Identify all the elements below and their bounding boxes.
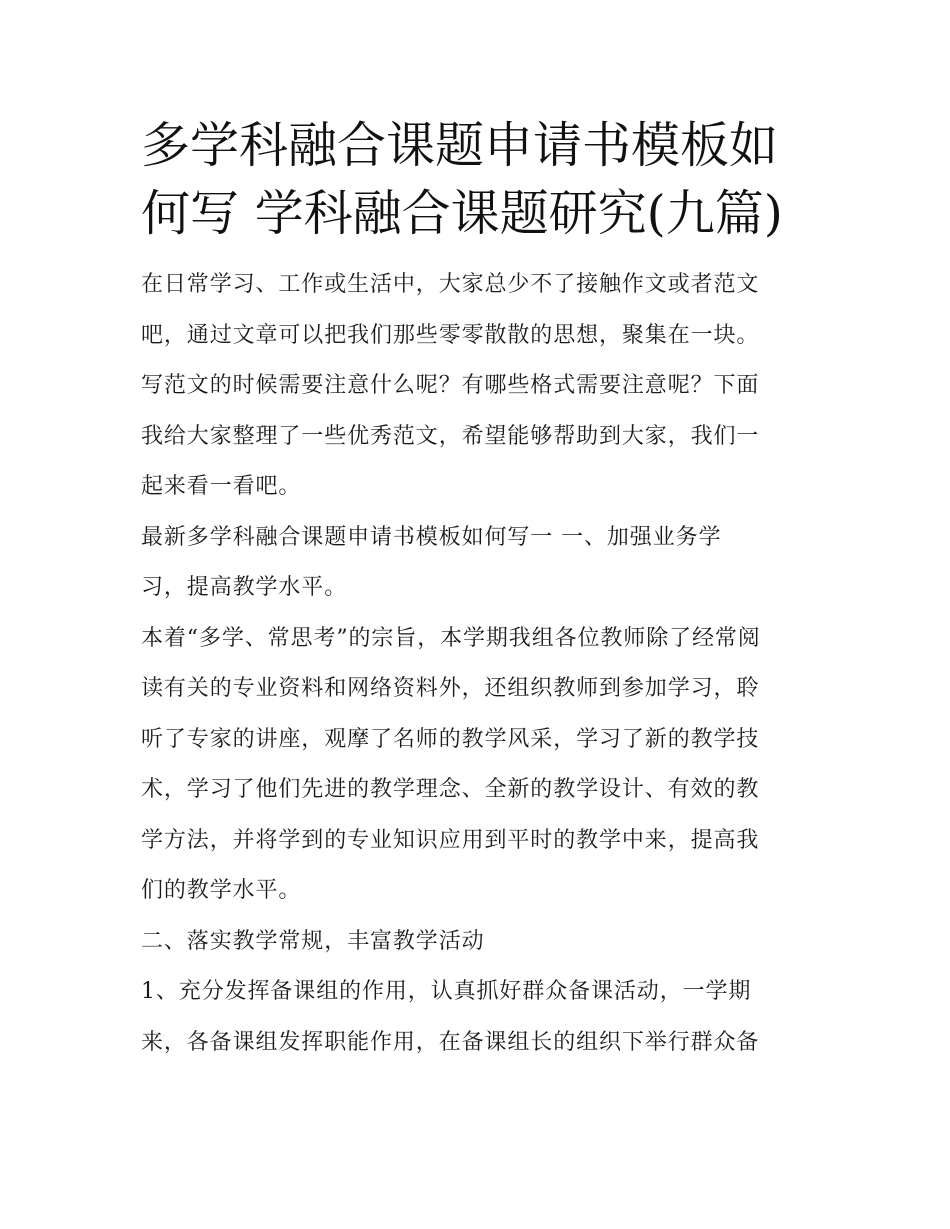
text-line: 术，学习了他们先进的教学理念、全新的教学设计、有效的教 (141, 777, 760, 802)
text-line: 最新多学科融合课题申请书模板如何写一 一、加强业务学 (141, 524, 722, 550)
spacer (141, 248, 821, 260)
text-line: 听了专家的讲座，观摩了名师的教学风采，学习了新的教学技 (141, 726, 760, 752)
text-line: 本着“多学、常思考”的宗旨，本学期我组各位教师除了经常阅 (141, 625, 761, 651)
text-line: 吧，通过文章可以把我们那些零零散散的思想，聚集在一块。 (141, 322, 760, 348)
body-paragraph (141, 967, 821, 1068)
text-line: 1、充分发挥备课组的作用，认真抓好群众备课活动，一学期 (141, 979, 752, 1004)
text-line: 在日常学习、工作或生活中，大家总少不了接触作文或者范文 (141, 272, 760, 297)
text-line: 来，各备课组发挥职能作用，在备课组长的组织下举行群众备 (141, 1029, 760, 1055)
document-page (141, 112, 821, 1068)
section-heading-paragraph (141, 917, 821, 968)
intro-paragraph (141, 260, 821, 513)
title-line: 多学科融合课题申请书模板如 (141, 117, 779, 174)
text-line: 我给大家整理了一些优秀范文，希望能够帮助到大家，我们一 (141, 423, 760, 449)
title-line: 何写 学科融合课题研究(九篇) (141, 185, 783, 242)
text-line: 写范文的时候需要注意什么呢？有哪些格式需要注意呢？下面 (141, 373, 760, 398)
body-paragraph (141, 614, 821, 917)
text-line: 习，提高教学水平。 (141, 575, 348, 600)
text-line: 们的教学水平。 (141, 878, 302, 903)
text-line: 学方法，并将学到的专业知识应用到平时的教学中来，提高我 (141, 827, 760, 853)
text-line: 起来看一看吧。 (141, 474, 302, 499)
document-title (141, 112, 821, 248)
section-heading-paragraph (141, 513, 821, 614)
text-line: 二、落实教学常规，丰富教学活动 (141, 928, 485, 954)
text-line: 读有关的专业资料和网络资料外，还组织教师到参加学习，聆 (141, 676, 760, 701)
